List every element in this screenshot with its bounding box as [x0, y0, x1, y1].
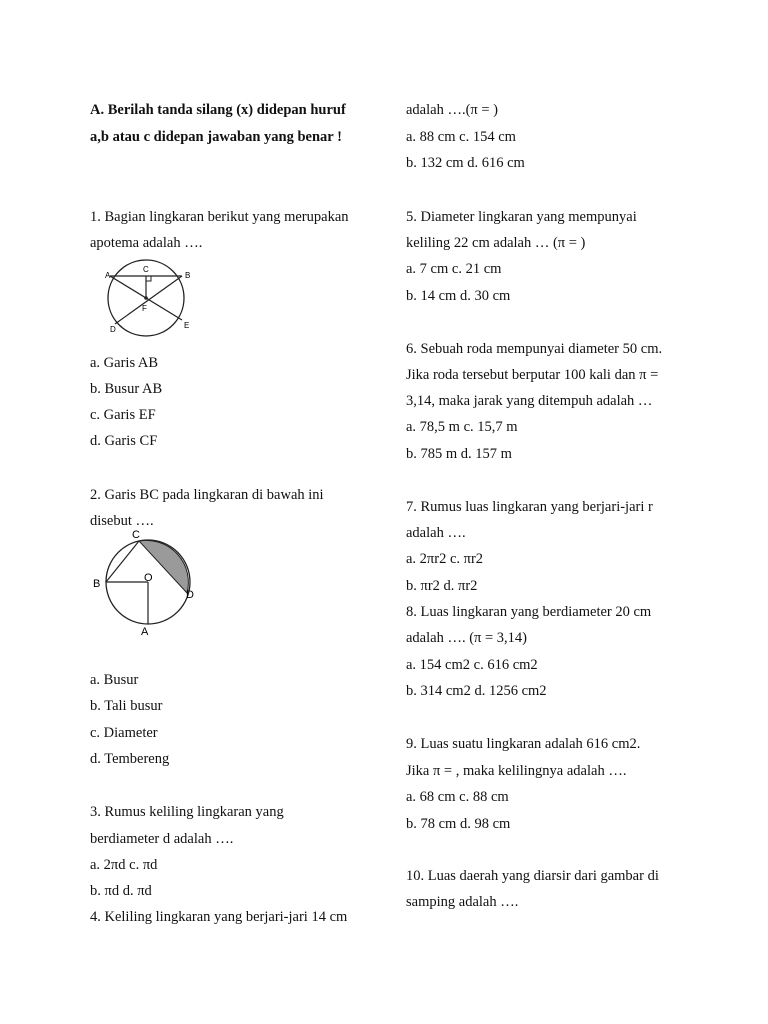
question-2-line-2: disebut …. — [90, 513, 154, 529]
question-8-line-1: 8. Luas lingkaran yang berdiameter 20 cm — [406, 604, 652, 620]
question-2-option-a[interactable]: a. Busur — [90, 672, 139, 688]
question-1-option-a[interactable]: a. Garis AB — [90, 355, 159, 371]
question-3-line-2: berdiameter d adalah …. — [90, 831, 234, 847]
question-9-line-1: 9. Luas suatu lingkaran adalah 616 cm2. — [406, 736, 641, 752]
point-label-d: D — [110, 325, 116, 334]
heading-line-1: A. Berilah tanda silang (x) didepan huruf — [90, 102, 346, 118]
question-4-line-2: adalah ….(π = ) — [406, 102, 498, 118]
question-3-option-ac[interactable]: a. 2πd c. πd — [90, 857, 158, 873]
point-label-c: C — [143, 265, 149, 274]
question-2-line-1: 2. Garis BC pada lingkaran di bawah ini — [90, 487, 324, 503]
question-10-line-1: 10. Luas daerah yang diarsir dari gambar di — [406, 868, 659, 884]
question-1-option-b[interactable]: b. Busur AB — [90, 381, 163, 397]
question-1-option-d[interactable]: d. Garis CF — [90, 433, 158, 449]
point-label-b: B — [93, 578, 101, 590]
question-9-option-ac[interactable]: a. 68 cm c. 88 cm — [406, 789, 509, 805]
question-7-line-2: adalah …. — [406, 525, 466, 541]
heading-line-2: a,b atau c didepan jawaban yang benar ! — [90, 129, 342, 145]
question-10-line-2: samping adalah …. — [406, 894, 519, 910]
question-3-option-bd[interactable]: b. πd d. πd — [90, 883, 152, 899]
question-5-option-ac[interactable]: a. 7 cm c. 21 cm — [406, 261, 502, 277]
question-9-line-2: Jika π = , maka kelilingnya adalah …. — [406, 763, 627, 779]
circle-figure-1 — [96, 256, 200, 340]
point-label-d: D — [186, 589, 194, 601]
question-1-line-1: 1. Bagian lingkaran berikut yang merupakan — [90, 209, 349, 225]
question-6-line-3: 3,14, maka jarak yang ditempuh adalah … — [406, 393, 653, 409]
question-9-option-bd[interactable]: b. 78 cm d. 98 cm — [406, 816, 511, 832]
question-5-line-1: 5. Diameter lingkaran yang mempunyai — [406, 209, 637, 225]
point-label-e: E — [184, 321, 190, 330]
question-4-option-bd[interactable]: b. 132 cm d. 616 cm — [406, 155, 525, 171]
question-3-line-1: 3. Rumus keliling lingkaran yang — [90, 804, 284, 820]
question-7-option-bd[interactable]: b. πr2 d. πr2 — [406, 578, 478, 594]
question-8-option-bd[interactable]: b. 314 cm2 d. 1256 cm2 — [406, 683, 547, 699]
question-5-option-bd[interactable]: b. 14 cm d. 30 cm — [406, 288, 511, 304]
question-1-option-c[interactable]: c. Garis EF — [90, 407, 156, 423]
question-6-line-1: 6. Sebuah roda mempunyai diameter 50 cm. — [406, 341, 663, 357]
question-2-option-d[interactable]: d. Tembereng — [90, 751, 170, 767]
question-5-line-2: keliling 22 cm adalah … (π = ) — [406, 235, 586, 251]
question-6-line-2: Jika roda tersebut berputar 100 kali dan π = — [406, 367, 659, 383]
question-8-line-2: adalah …. (π = 3,14) — [406, 630, 527, 646]
question-2-option-c[interactable]: c. Diameter — [90, 725, 158, 741]
point-label-f: F — [142, 304, 147, 313]
question-6-option-ac[interactable]: a. 78,5 m c. 15,7 m — [406, 419, 518, 435]
question-7-option-ac[interactable]: a. 2πr2 c. πr2 — [406, 551, 484, 567]
point-label-o: O — [144, 572, 153, 584]
question-4-option-ac[interactable]: a. 88 cm c. 154 cm — [406, 129, 516, 145]
circle-figure-2 — [88, 526, 208, 640]
point-label-b: B — [185, 271, 191, 280]
point-label-a: A — [141, 626, 149, 638]
question-1-line-2: apotema adalah …. — [90, 235, 203, 251]
question-7-line-1: 7. Rumus luas lingkaran yang berjari-jari r — [406, 499, 653, 515]
point-label-c: C — [132, 529, 140, 541]
question-8-option-ac[interactable]: a. 154 cm2 c. 616 cm2 — [406, 657, 538, 673]
question-4-line-1: 4. Keliling lingkaran yang berjari-jari 14 cm — [90, 909, 348, 925]
question-6-option-bd[interactable]: b. 785 m d. 157 m — [406, 446, 512, 462]
question-2-option-b[interactable]: b. Tali busur — [90, 698, 163, 714]
point-label-a: A — [105, 271, 111, 280]
